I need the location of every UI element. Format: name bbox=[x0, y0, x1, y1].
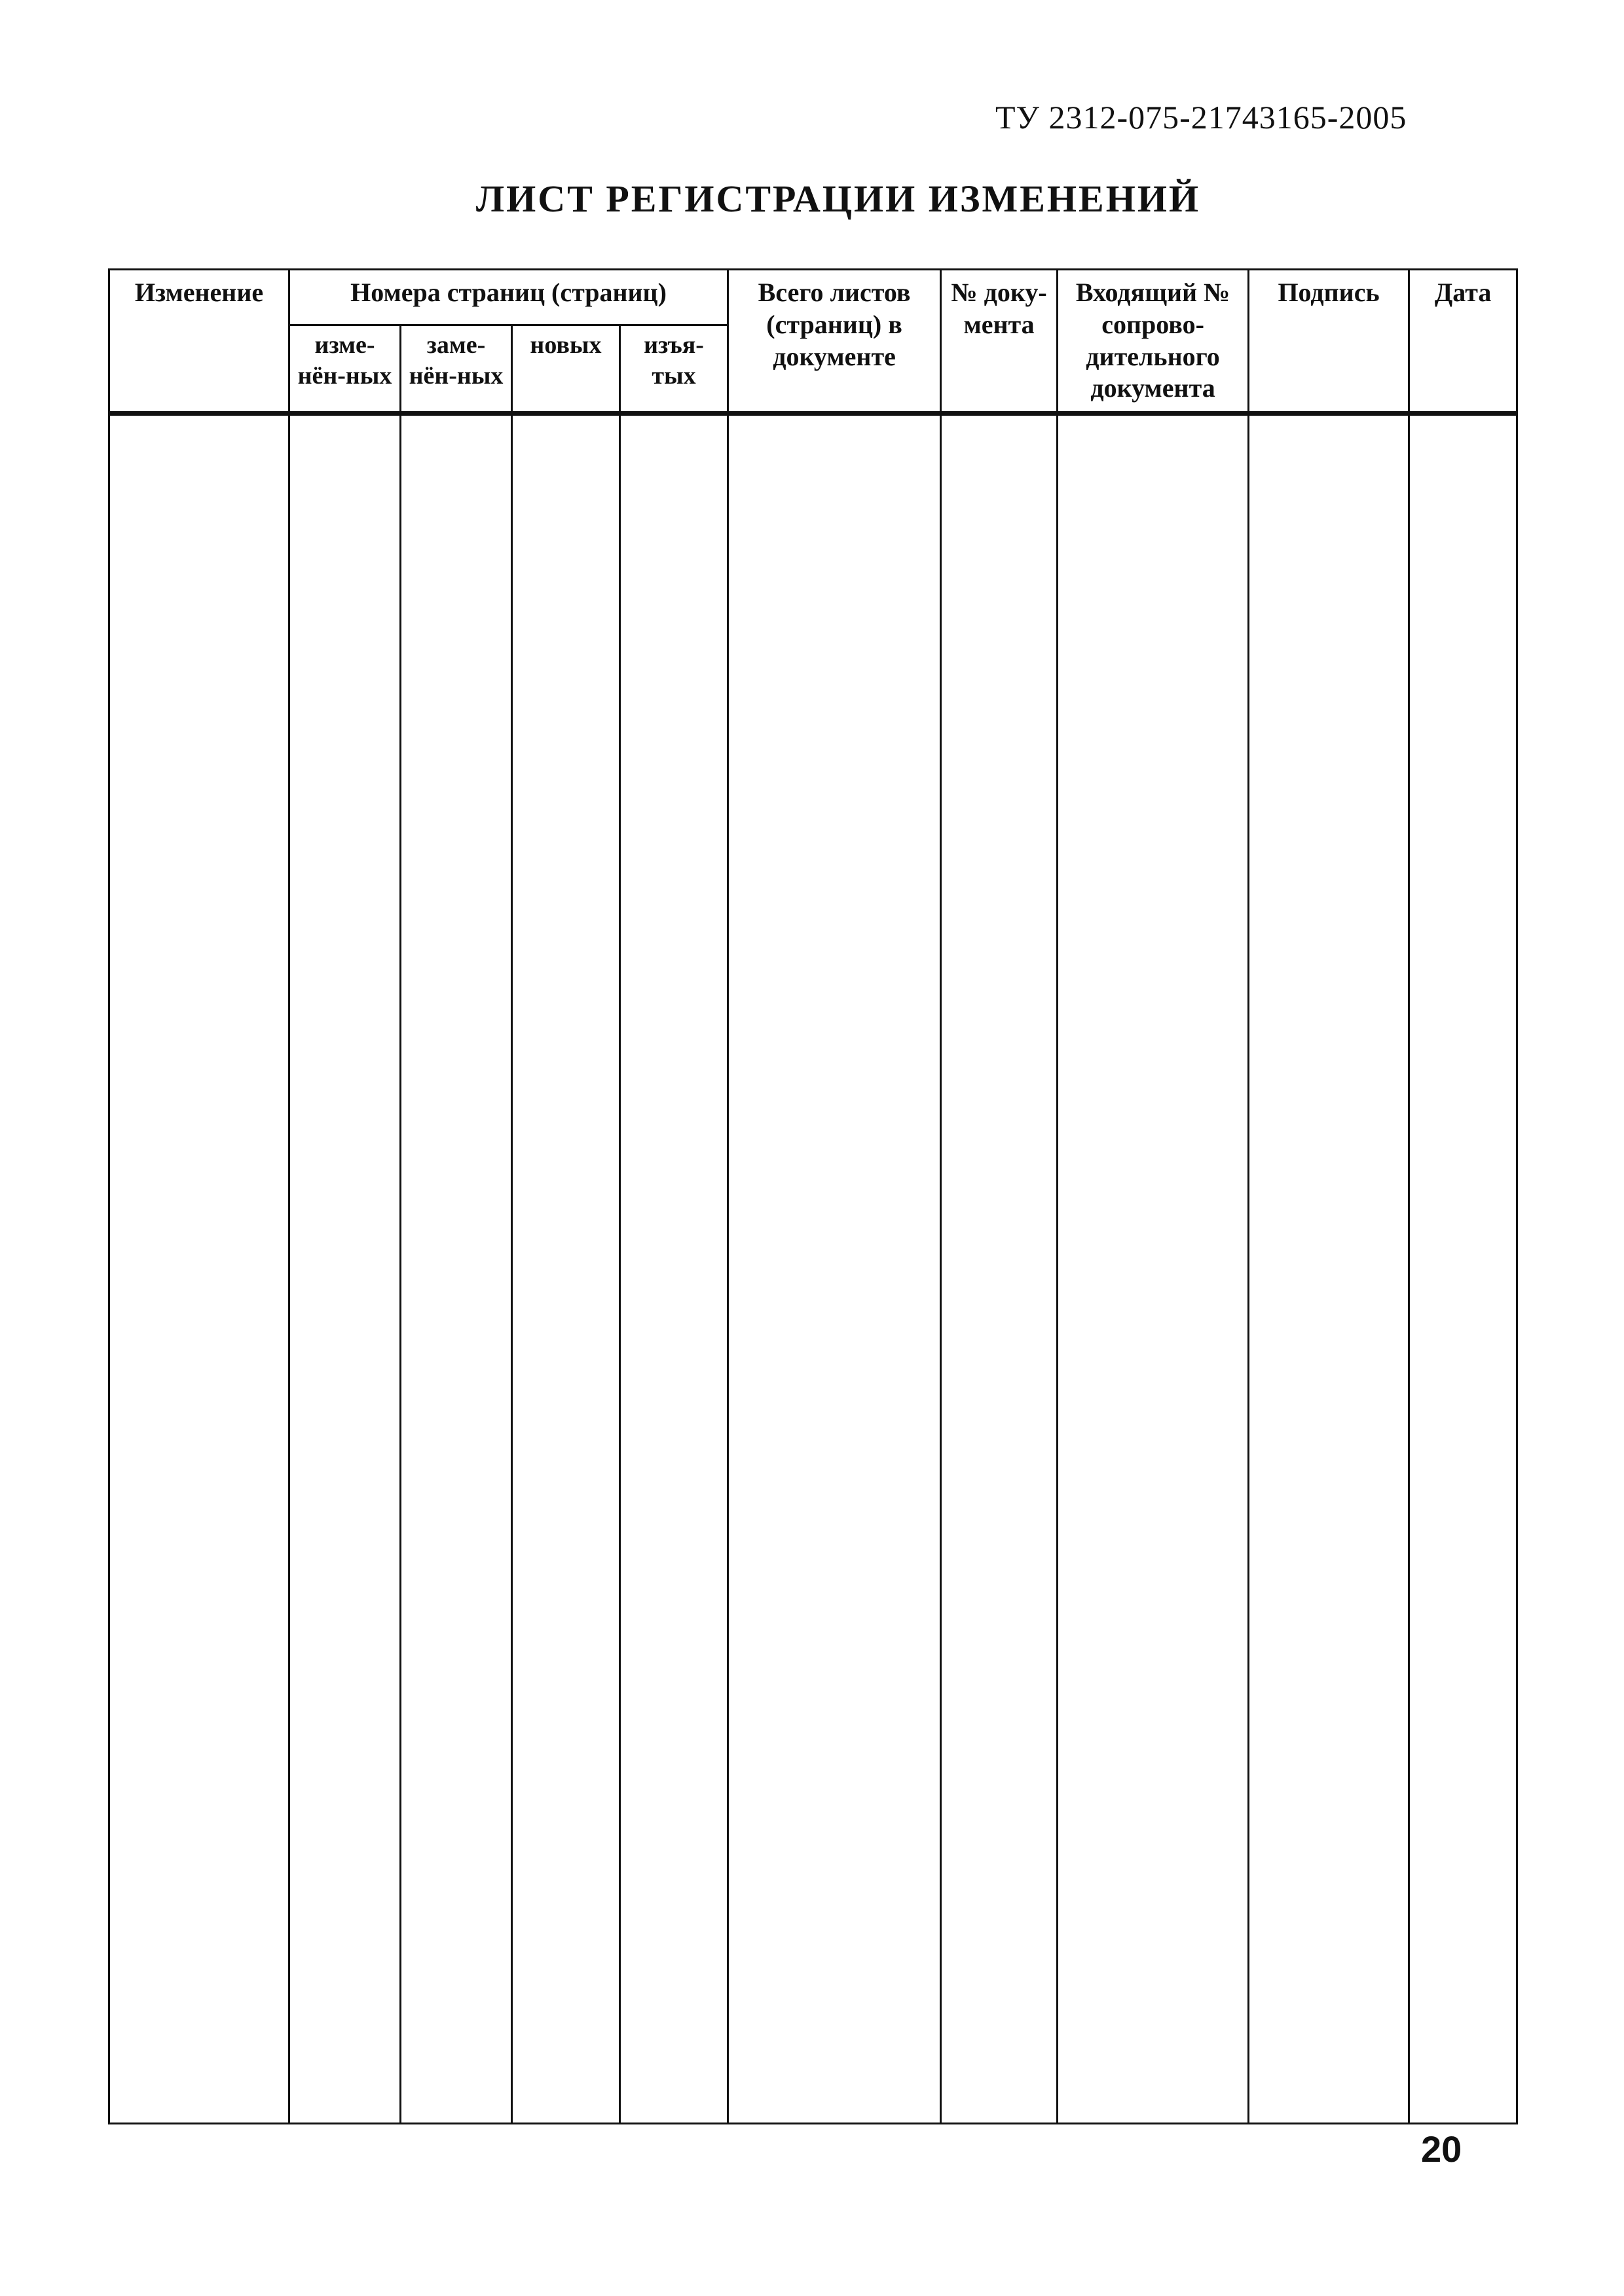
col-header-change: Изменение bbox=[109, 270, 289, 414]
subcol-header-removed: изъя-тых bbox=[620, 325, 728, 414]
col-header-pages-group: Номера страниц (страниц) bbox=[289, 270, 728, 325]
cell-doc-number bbox=[941, 414, 1058, 2123]
col-header-doc-number: № доку-мента bbox=[941, 270, 1058, 414]
subcol-header-changed: изме-нён-ных bbox=[289, 325, 401, 414]
cell-replaced-pages bbox=[401, 414, 512, 2123]
col-header-date: Дата bbox=[1409, 270, 1517, 414]
subcol-header-new: новых bbox=[512, 325, 620, 414]
cell-incoming-doc bbox=[1058, 414, 1249, 2123]
cell-date bbox=[1409, 414, 1517, 2123]
col-header-total-sheets: Всего листов (страниц) в документе bbox=[728, 270, 941, 414]
cell-signature bbox=[1249, 414, 1409, 2123]
cell-removed-pages bbox=[620, 414, 728, 2123]
table-row bbox=[109, 414, 1517, 2123]
document-code: ТУ 2312-075-21743165-2005 bbox=[995, 99, 1407, 136]
page-title: ЛИСТ РЕГИСТРАЦИИ ИЗМЕНЕНИЙ bbox=[475, 177, 1201, 220]
col-header-signature: Подпись bbox=[1249, 270, 1409, 414]
cell-change bbox=[109, 414, 289, 2123]
col-header-incoming-doc: Входящий № сопрово-дительного документа bbox=[1058, 270, 1249, 414]
page-number: 20 bbox=[1421, 2128, 1462, 2170]
cell-new-pages bbox=[512, 414, 620, 2123]
cell-changed-pages bbox=[289, 414, 401, 2123]
cell-total-sheets bbox=[728, 414, 941, 2123]
subcol-header-replaced: заме-нён-ных bbox=[401, 325, 512, 414]
change-registration-table bbox=[108, 268, 1518, 2124]
